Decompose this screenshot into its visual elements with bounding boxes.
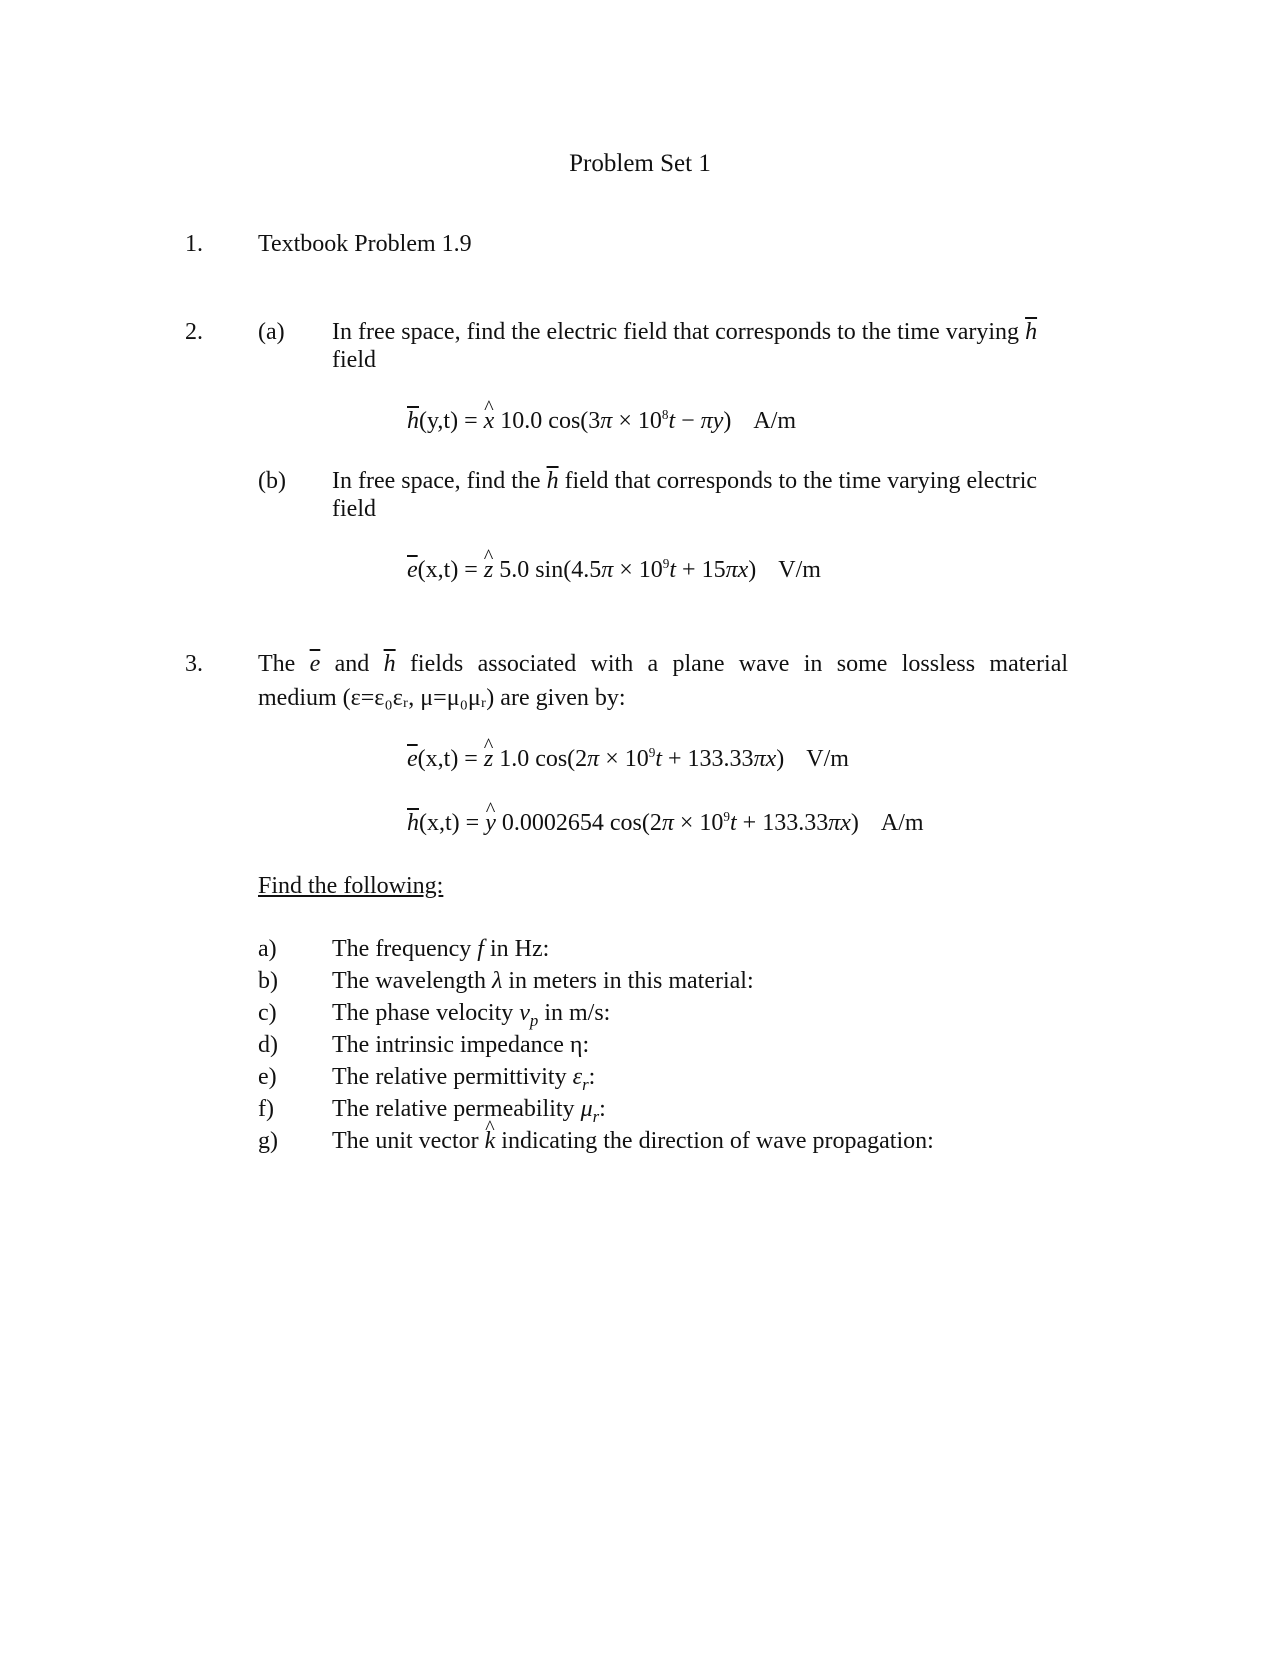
equation-2b-exponent: 9 [662,556,670,571]
item-c-label: c) [258,1000,277,1026]
item-e-label: e) [258,1064,277,1090]
equation-3-h: $\overline{h}(x,t)$ = ^ y 0.0002654 $\cos(2\pi \times 10^9t + 133.33\pi x)$ A/m [407,810,924,838]
equation-3-e: $\overline{e}(x,t)$ = ^ z 1.0 $\cos(2\pi \times 10^9t + 133.33\pi x)$ V/m [407,746,849,774]
item-g-pre: The unit vector [332,1128,485,1154]
z-hat-symbol: ^ z [484,557,493,585]
item-b-symbol: λ [491,968,503,994]
h-vector-symbol: $\overline{h}$ [1025,319,1038,345]
y-hat-symbol: ^ y [485,810,496,838]
equation-2a: $\overline{h}(y,t)$ = ^ x 10.0 $\cos(3\pi \times 10^8t - \pi y)$ A/m [407,408,796,436]
item-c-text [332,1000,610,1028]
item-a-post: in Hz: [483,936,550,962]
equation-2b-unit: V/m [778,557,821,583]
t-symbol: t [669,557,677,583]
item-e-text [332,1064,595,1092]
equation-3-e-exponent: 9 [648,745,656,760]
problem-2a-line2: field [332,347,376,373]
problem-1-text: Textbook Problem 1.9 [258,231,472,257]
item-f-label: f) [258,1096,274,1122]
find-heading: Find the following: [258,873,444,899]
item-f-post: : [599,1096,606,1122]
pi-x-term: πx [828,810,851,836]
item-b-post: in meters in this material: [502,968,754,994]
t-symbol: t [730,810,737,836]
item-e-pre: The relative permittivity [332,1064,573,1090]
pi-x-term: πx [753,746,777,772]
z-hat-symbol: ^ z [484,746,493,774]
equation-3-h-rest: + 133.33 [736,810,829,836]
t-symbol: t [655,746,663,772]
item-c-pre: The phase velocity [332,1000,520,1026]
item-c-post: in m/s: [538,1000,611,1026]
item-b-pre: The wavelength [332,968,492,994]
equation-2b: $\overline{e}(x,t)$ = ^ z 5.0 $\sin(4.5\pi \times 10^9t + 15\pi x)$ V/m [407,557,821,585]
equation-2a-coef: 10.0 cos(3 [494,408,601,434]
t-symbol: t [668,408,676,434]
problem-2a-line1 [332,319,1037,347]
equation-3-h-unit: A/m [880,810,924,836]
problem-2b-line1-text-b: field that corresponds to the time varying electric [564,468,1038,494]
item-c-subscript: p [529,1010,539,1030]
item-a-label: a) [258,936,277,962]
equation-2a-times: × 10 [612,408,662,434]
item-e-symbol: ε [572,1064,583,1090]
equation-3-h-times: × 10 [673,810,724,836]
problem-3-line1-text-b: and [334,651,370,677]
problem-2b-label: (b) [258,468,286,494]
equation-3-e-times: × 10 [599,746,649,772]
problem-3-line1-text-a: The [258,651,296,677]
problem-2b-line2: field [332,496,376,522]
equation-3-e-rest: + 133.33 [662,746,754,772]
item-f-symbol: μ [580,1096,593,1122]
problem-2a-label: (a) [258,319,285,345]
item-b-label: b) [258,968,278,994]
item-g-post: indicating the direction of wave propagation: [495,1128,934,1154]
pi-symbol: π [600,408,613,434]
e-vector-symbol: $\overline{e}$ [309,651,321,677]
equation-3-h-coef: 0.0002654 cos(2 [495,810,662,836]
item-d-symbol: η [569,1032,583,1058]
page-title: Problem Set 1 [569,150,711,177]
pi-symbol: π [661,810,674,836]
e-vector-symbol: $\overline{e}$ [407,746,418,772]
item-a-pre: The frequency [332,936,478,962]
e-vector-symbol: $\overline{e}$ [407,557,418,583]
pi-symbol: π [601,557,614,583]
h-vector-symbol: $\overline{h}$ [383,651,396,677]
h-vector-symbol: $\overline{h}$ [546,468,559,494]
item-e-subscript: r [582,1074,589,1094]
problem-2b-line1 [332,468,1037,496]
item-a-symbol: f [477,936,484,962]
x-hat-symbol: ^ x [484,408,495,436]
item-f-pre: The relative permeability [332,1096,581,1122]
equation-2a-lhs: (y,t) = [419,408,484,434]
k-hat-symbol: ^ k [485,1128,496,1156]
item-a-text [332,936,549,964]
item-e-post: : [588,1064,596,1090]
problem-2-number: 2. [185,319,203,345]
h-vector-symbol: $\overline{h}$ [407,408,419,434]
problem-2b-line1-text-a: In free space, find the [332,468,541,494]
equation-2a-rest: − [675,408,701,434]
item-g-text [332,1128,934,1156]
equation-2b-coef: 5.0 sin(4.5 [493,557,602,583]
item-f-text [332,1096,606,1124]
item-g-label: g) [258,1128,278,1154]
equation-2b-times: × 10 [613,557,663,583]
problem-3-line1 [258,651,1068,679]
equation-3-e-coef: 1.0 cos(2 [493,746,588,772]
pi-symbol: π [587,746,600,772]
problem-3-number: 3. [185,651,203,677]
problem-3-line2: medium (ε=ε₀εᵣ, μ=μ₀μᵣ) are given by: [258,685,626,711]
item-d-text [332,1032,589,1060]
item-c-symbol: v [519,1000,530,1026]
problem-1-number: 1. [185,231,203,257]
item-f-subscript: r [592,1106,600,1126]
pi-x-term: πx [725,557,749,583]
item-d-label: d) [258,1032,278,1058]
equation-3-e-unit: V/m [806,746,849,772]
pi-y-term: πy [700,408,724,434]
h-vector-symbol: $\overline{h}$ [407,810,419,836]
item-b-text [332,968,754,996]
equation-2b-lhs: (x,t) = [417,557,484,583]
equation-2a-exponent: 8 [661,407,669,422]
item-d-pre: The intrinsic impedance [332,1032,570,1058]
equation-2b-rest: + 15 [676,557,726,583]
item-d-post: : [582,1032,590,1058]
problem-3-line1-text-c: fields associated with a plane wave in some lossless material [409,651,1069,677]
equation-2a-unit: A/m [753,408,797,434]
equation-3-h-exponent: 9 [723,809,730,824]
problem-2a-line1-text: In free space, find the electric field that corresponds to the time varying [332,319,1020,345]
